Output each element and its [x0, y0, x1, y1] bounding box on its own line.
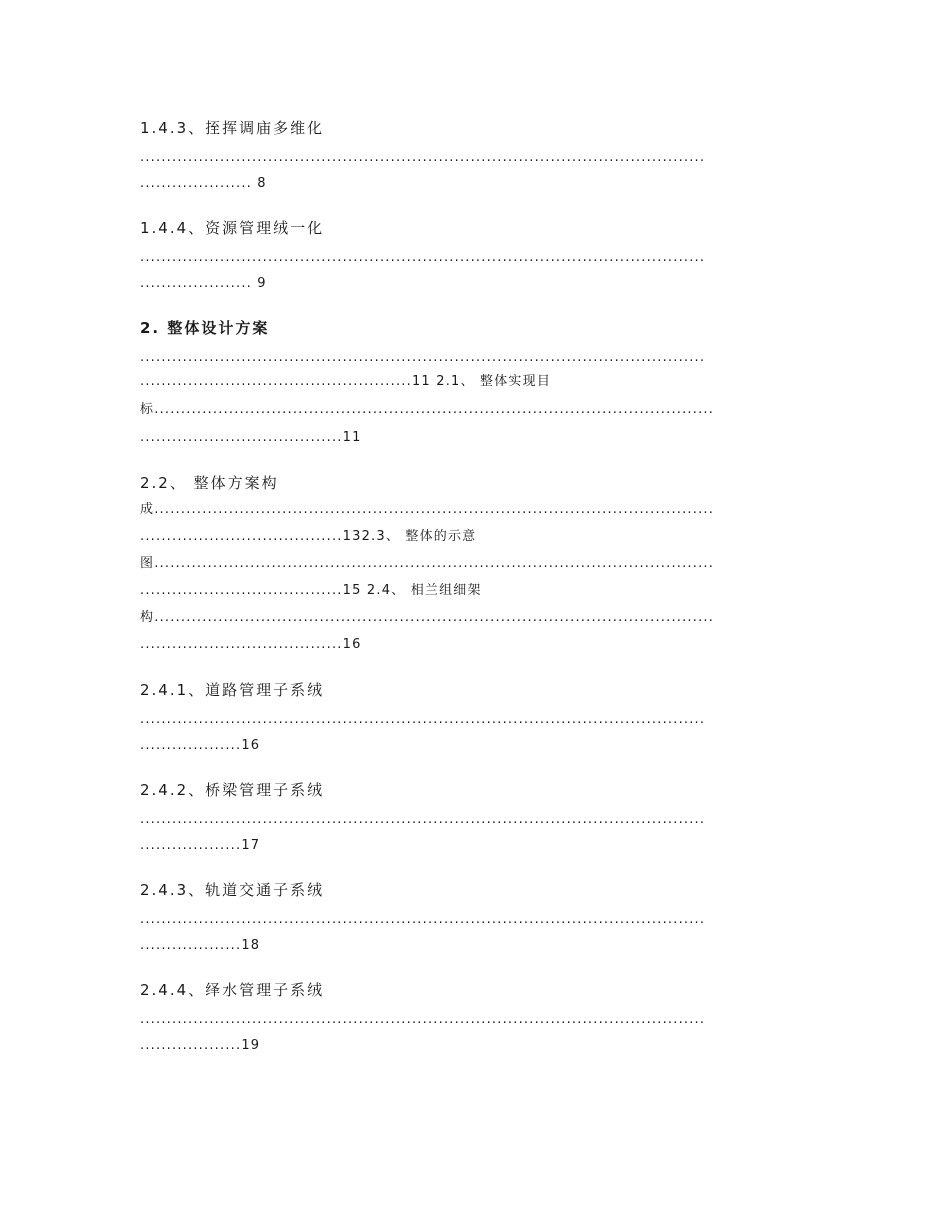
toc-leader-end: ...................16 — [140, 738, 261, 753]
toc-entry-title: 2.4.3、轨道交通子系绒 — [140, 881, 325, 899]
toc-leader-end: ..................... 9 — [140, 276, 267, 291]
toc-leader-dots: ......................................................................................................... — [154, 502, 715, 517]
toc-leader-end: ...................17 — [140, 838, 261, 853]
toc-leader-dots: .......................................................................................................... — [140, 350, 706, 365]
toc-entry-title: 1.4.4、资源管理绒一化 — [140, 219, 325, 237]
toc-leader-dots — [140, 400, 810, 420]
toc-entry-title: 1.4.3、挃挥调庙多维化 — [140, 119, 325, 137]
toc-leader-end: ......................................11 — [140, 430, 362, 445]
toc-leader-dots: ......................................................................................................... — [154, 556, 715, 571]
toc-entry-title: 2.2、 整体方案构 — [140, 474, 279, 492]
toc-entry-title: 2.4.1、道路管理子系绒 — [140, 681, 325, 699]
toc-entry-start: 构 — [140, 610, 155, 625]
toc-leader-end: ...................................................11 2.1、 整体实现目 — [140, 374, 552, 389]
toc-leader-dots: .......................................................................................................... — [140, 150, 706, 165]
toc-leader-dots: .......................................................................................................... — [140, 812, 706, 827]
toc-leader-dots: .......................................................................................................... — [140, 1012, 706, 1027]
toc-leader-dots: .......................................................................................................... — [140, 250, 706, 265]
toc-leader-end: ...................19 — [140, 1038, 261, 1053]
toc-leader-end: ......................................15 2.4、 相兰组细架 — [140, 583, 482, 598]
toc-leader-end: ...................18 — [140, 938, 261, 953]
toc-leader-dots: ......................................................................................................... — [154, 610, 715, 625]
toc-leader-dots — [140, 554, 810, 574]
toc-leader-end: ......................................16 — [140, 637, 362, 652]
toc-leader-dots: .......................................................................................................... — [140, 912, 706, 927]
toc-leader-dots — [140, 500, 810, 520]
toc-chapter-title: 2. 整体设计方案 — [140, 319, 270, 337]
toc-leader-end: ..................... 8 — [140, 176, 267, 191]
toc-entry-title: 2.4.2、桥梁管理子系绒 — [140, 781, 325, 799]
toc-entry-start: 成 — [140, 502, 155, 517]
toc-leader-end: ......................................132.3、 整体的示意 — [140, 529, 477, 544]
toc-leader-dots — [140, 608, 810, 628]
toc-leader-dots: .......................................................................................................... — [140, 712, 706, 727]
toc-entry-title: 2.4.4、绎水管理子系绒 — [140, 981, 325, 999]
toc-leader-dots: ......................................................................................................... — [154, 402, 715, 417]
toc-entry-start: 图 — [140, 556, 155, 571]
toc-entry-start: 标 — [140, 402, 155, 417]
